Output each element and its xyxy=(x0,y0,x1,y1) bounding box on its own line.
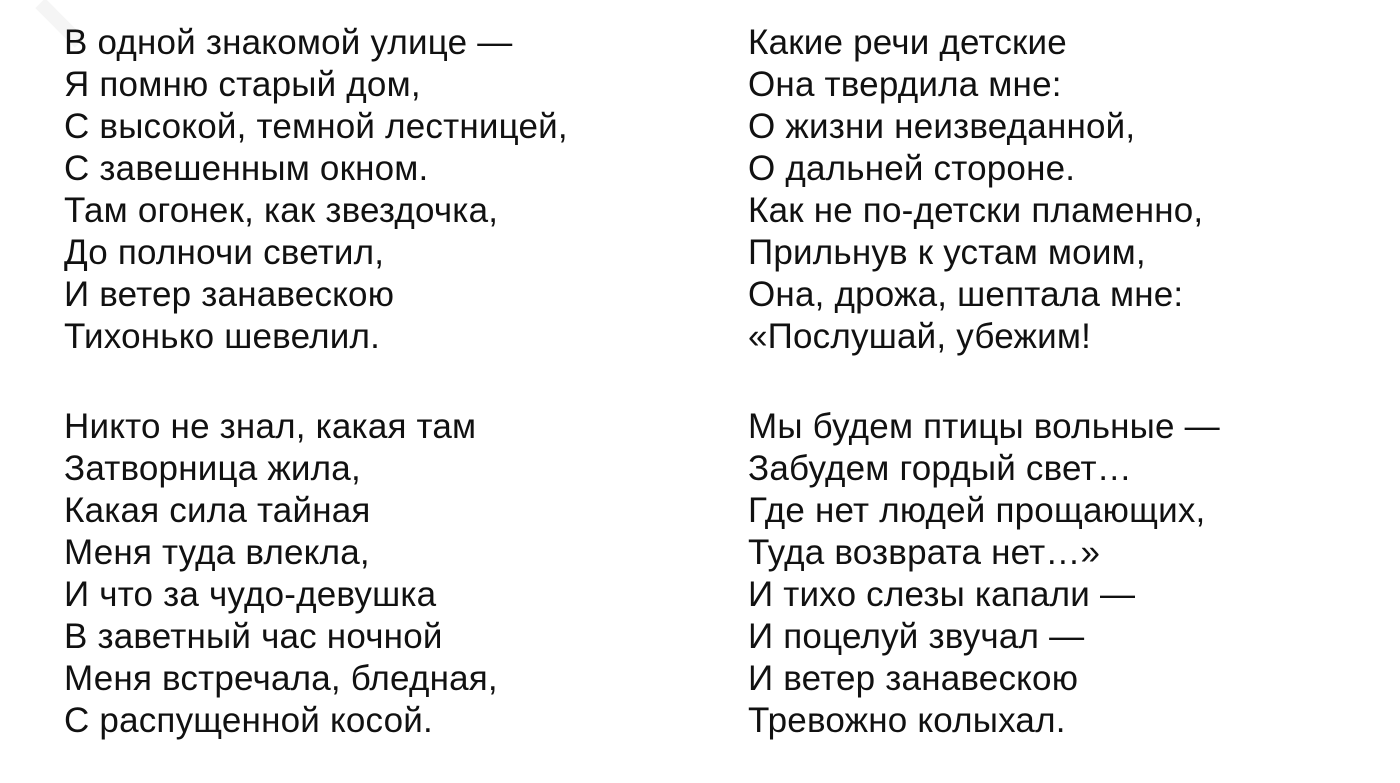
poem-line: И что за чудо-девушка xyxy=(64,575,437,614)
poem-line: Тревожно колыхал. xyxy=(748,701,1066,740)
left-column xyxy=(64,22,704,742)
poem-line: Прильнув к устам моим, xyxy=(748,233,1146,272)
poem-line: О жизни неизведанной, xyxy=(748,107,1136,146)
stanza-1 xyxy=(64,22,704,358)
poem-line: Как не по-детски пламенно, xyxy=(748,191,1204,230)
poem-line: Она, дрожа, шептала мне: xyxy=(748,275,1184,314)
poem-line: И ветер занавескою xyxy=(64,275,395,314)
stanza-3 xyxy=(748,22,1388,358)
poem-line: Меня встречала, бледная, xyxy=(64,659,498,698)
poem-line: Я помню старый дом, xyxy=(64,65,421,104)
poem-line: Какие речи детские xyxy=(748,23,1067,62)
poem-line: Забудем гордый свет… xyxy=(748,449,1132,488)
poem-line: И ветер занавескою xyxy=(748,659,1079,698)
right-column xyxy=(748,22,1388,742)
poem-line: С завешенным окном. xyxy=(64,149,429,188)
poem-line: Туда возврата нет…» xyxy=(748,533,1101,572)
poem-line: С высокой, темной лестницей, xyxy=(64,107,568,146)
poem-line: «Послушай, убежим! xyxy=(748,317,1092,356)
poem-line: Там огонек, как звездочка, xyxy=(64,191,499,230)
poem-line: С распущенной косой. xyxy=(64,701,433,740)
poem-line: Она твердила мне: xyxy=(748,65,1062,104)
poem-line: Где нет людей прощающих, xyxy=(748,491,1206,530)
poem-line: Затворница жила, xyxy=(64,449,361,488)
poem-line: В одной знакомой улице — xyxy=(64,23,513,62)
stanza-4 xyxy=(748,406,1388,742)
poem-line: И поцелуй звучал — xyxy=(748,617,1085,656)
poem-line: Мы будем птицы вольные — xyxy=(748,407,1220,446)
poem-line: Меня туда влекла, xyxy=(64,533,370,572)
stanza-2 xyxy=(64,406,704,742)
poem-line: Никто не знал, какая там xyxy=(64,407,477,446)
poem-line: В заветный час ночной xyxy=(64,617,443,656)
poem-line: До полночи светил, xyxy=(64,233,385,272)
poem-line: И тихо слезы капали — xyxy=(748,575,1136,614)
poem-line: Какая сила тайная xyxy=(64,491,371,530)
poem-line: Тихонько шевелил. xyxy=(64,317,380,356)
poem-line: О дальней стороне. xyxy=(748,149,1076,188)
